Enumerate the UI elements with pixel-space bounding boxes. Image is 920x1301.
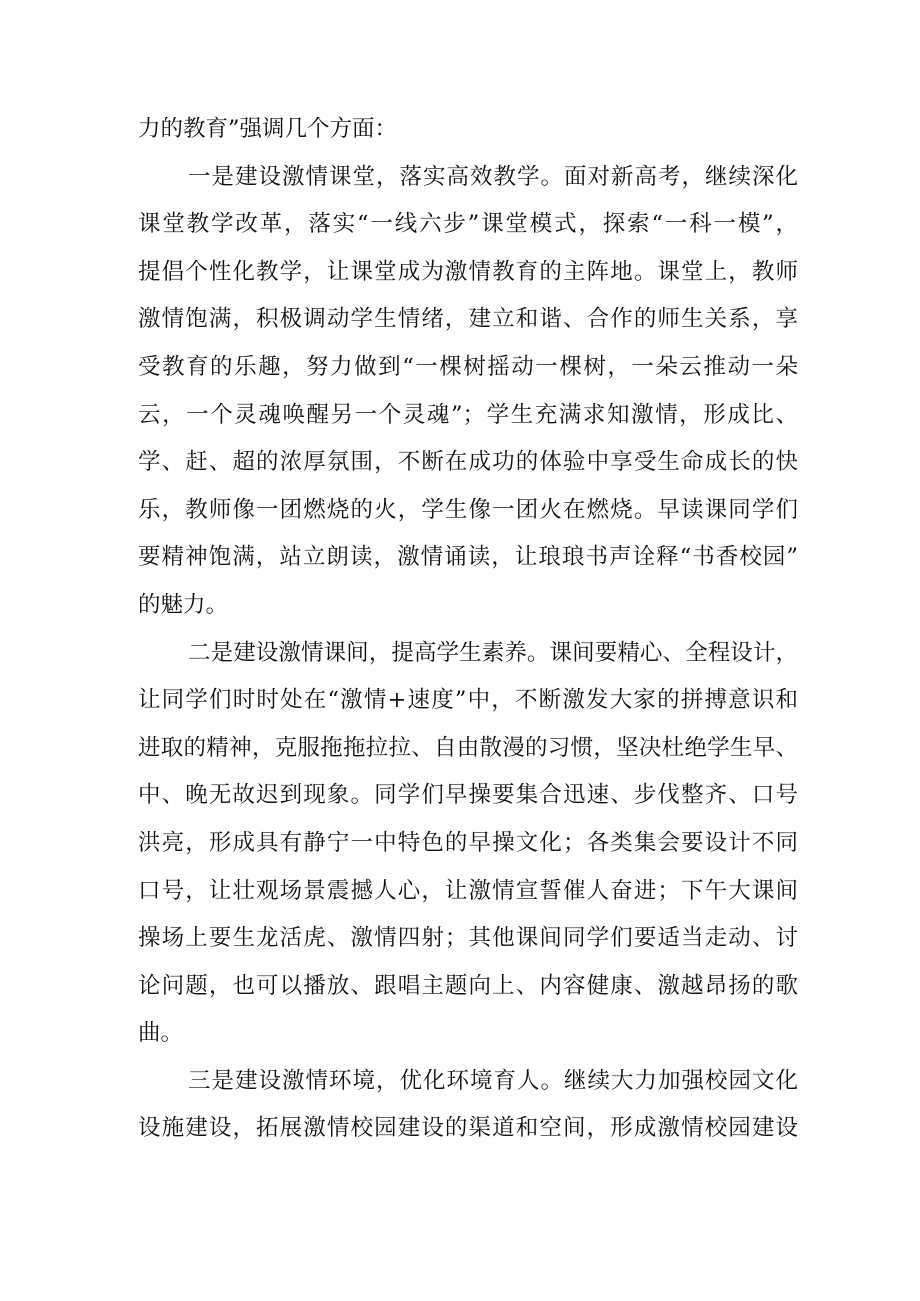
text-line: 乐，教师像一团燃烧的火，学生像一团火在燃烧。早读课同学们 (138, 496, 798, 523)
paragraph-point-two (138, 630, 798, 1058)
paragraph-point-one (138, 154, 798, 630)
paragraph-intro-tail (138, 106, 798, 154)
text-line: 激情饱满，积极调动学生情绪，建立和谐、合作的师生关系，享 (138, 306, 798, 333)
text-line: 受教育的乐趣，努力做到“一棵树摇动一棵树，一朵云推动一朵 (138, 353, 798, 380)
text-line: 力的教育”强调几个方面： (138, 116, 398, 142)
text-line: 学、赶、超的浓厚氛围，不断在成功的体验中享受生命成长的快 (138, 449, 798, 476)
text-line: 云，一个灵魂唤醒另一个灵魂”；学生充满求知激情，形成比、 (138, 401, 798, 428)
text-line: 设施建设，拓展激情校园建设的渠道和空间，形成激情校园建设 (138, 1115, 798, 1142)
text-line: 进取的精神，克服拖拖拉拉、自由散漫的习惯，坚决杜绝学生早、 (138, 734, 798, 761)
text-line: 曲。 (138, 1020, 184, 1047)
text-line: 让同学们时时处在“激情+速度”中，不断激发大家的拼搏意识和 (138, 687, 798, 714)
text-line: 口号，让壮观场景震撼人心，让激情宣誓催人奋进；下午大课间 (138, 877, 798, 904)
text-line: 中、晚无故迟到现象。同学们早操要集合迅速、步伐整齐、口号 (138, 782, 798, 809)
text-line: 二是建设激情课间，提高学生素养。课间要精心、全程设计， (188, 639, 798, 666)
text-line: 操场上要生龙活虎、激情四射；其他课间同学们要适当走动、讨 (138, 925, 798, 952)
body-text (138, 106, 798, 1153)
text-line: 三是建设激情环境，优化环境育人。继续大力加强校园文化 (188, 1067, 798, 1094)
text-line: 课堂教学改革，落实“一线六步”课堂模式，探索“一科一模”， (138, 211, 798, 238)
text-line: 一是建设激情课堂，落实高效教学。面对新高考，继续深化 (188, 163, 798, 190)
text-line: 洪亮，形成具有静宁一中特色的早操文化；各类集会要设计不同 (138, 829, 798, 856)
text-line: 论问题，也可以播放、跟唱主题向上、内容健康、激越昂扬的歌 (138, 972, 798, 999)
text-line: 要精神饱满，站立朗读，激情诵读，让琅琅书声诠释“书香校园” (138, 544, 798, 571)
paragraph-point-three (138, 1058, 798, 1153)
text-line: 的魅力。 (138, 591, 229, 618)
text-line: 提倡个性化教学，让课堂成为激情教育的主阵地。课堂上，教师 (138, 258, 798, 285)
